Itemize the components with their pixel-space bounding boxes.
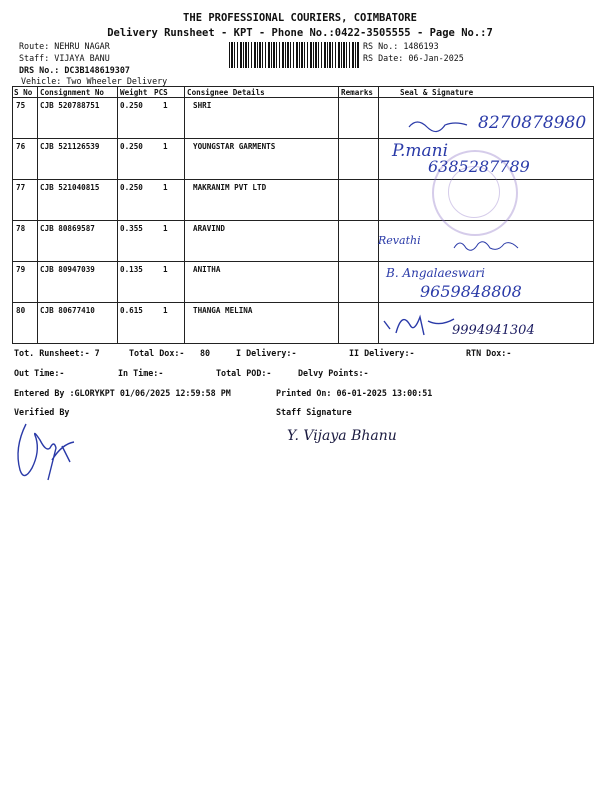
col-header-weight: Weight <box>120 88 148 97</box>
row-weight: 0.250 <box>120 142 143 151</box>
row-consignee: ARAVIND <box>193 224 226 233</box>
vehicle-label: Vehicle: Two Wheeler Delivery <box>21 76 168 86</box>
staff-signature-label: Staff Signature <box>276 407 352 417</box>
row-sno: 79 <box>16 265 26 274</box>
staff-label: Staff: VIJAYA BANU <box>19 53 110 63</box>
total-dox-label: Total Dox:- <box>129 348 185 358</box>
printed-on: Printed On: 06-01-2025 13:00:51 <box>276 388 433 398</box>
column-border <box>37 86 38 343</box>
i-delivery: I Delivery:- <box>236 348 297 358</box>
row-weight: 0.250 <box>120 101 143 110</box>
company-title: THE PROFESSIONAL COURIERS, COIMBATORE <box>183 12 417 24</box>
row80-signature <box>380 307 456 339</box>
staff-signature: Y. Vijaya Bhanu <box>287 428 397 444</box>
column-border <box>117 86 118 343</box>
row-weight: 0.355 <box>120 224 143 233</box>
row-pcs: 1 <box>163 224 168 233</box>
col-header-sno: S No <box>14 88 33 97</box>
row-sno: 78 <box>16 224 26 233</box>
total-dox-value: 80 <box>200 348 211 358</box>
row75-scribble <box>405 115 475 135</box>
row78-name: Revathi <box>378 234 421 247</box>
row79-name: B. Angalaeswari <box>386 266 485 280</box>
row-sno: 80 <box>16 306 26 315</box>
out-time: Out Time:- <box>14 368 65 378</box>
row-consignment: CJB 80869587 <box>40 224 95 233</box>
row-divider <box>12 261 594 262</box>
row-consignee: MAKRANIM PVT LTD <box>193 183 267 192</box>
delvy-points: Delvy Points:- <box>298 368 369 378</box>
verifier-signature <box>10 418 80 488</box>
rtn-dox: RTN Dox:- <box>466 348 512 358</box>
row-pcs: 1 <box>163 306 168 315</box>
barcode <box>229 42 359 68</box>
in-time: In Time:- <box>118 368 164 378</box>
table-bottom-border <box>12 343 594 344</box>
ii-delivery: II Delivery:- <box>349 348 415 358</box>
rs-number: RS No.: 1486193 <box>363 41 439 51</box>
verified-by-label: Verified By <box>14 407 70 417</box>
row-pcs: 1 <box>163 101 168 110</box>
row-divider <box>12 302 594 303</box>
row76-name: P.mani <box>392 141 449 161</box>
row-sno: 75 <box>16 101 26 110</box>
total-pod: Total POD:- <box>216 368 272 378</box>
table-top-border <box>12 86 594 87</box>
row-pcs: 1 <box>163 265 168 274</box>
tot-runsheet: Tot. Runsheet:- 7 <box>14 348 100 358</box>
col-header-consignee: Consignee Details <box>187 88 265 97</box>
runsheet-title: Delivery Runsheet - KPT - Phone No.:0422-3505555 - Page No.:7 <box>107 27 493 39</box>
column-border <box>12 86 13 343</box>
col-header-seal-signature: Seal & Signature <box>400 88 474 97</box>
entered-by: Entered By :GLORYKPT 01/06/2025 12:59:58 PM <box>14 388 231 398</box>
col-header-consignment: Consignment No <box>40 88 105 97</box>
row-consignment: CJB 520788751 <box>40 101 100 110</box>
row-consignment: CJB 80677410 <box>40 306 95 315</box>
row-consignment: CJB 521040815 <box>40 183 100 192</box>
drs-number: DRS No.: DC3B148619307 <box>19 65 130 75</box>
row-weight: 0.250 <box>120 183 143 192</box>
row-sno: 76 <box>16 142 26 151</box>
column-border <box>338 86 339 343</box>
column-border <box>184 86 185 343</box>
row-consignee: YOUNGSTAR GARMENTS <box>193 142 276 151</box>
col-header-remarks: Remarks <box>341 88 374 97</box>
col-header-pcs: PCS <box>154 88 168 97</box>
row78-signature <box>452 234 522 256</box>
row75-phone: 8270878980 <box>478 113 587 133</box>
row-consignee: THANGA MELINA <box>193 306 253 315</box>
row-weight: 0.135 <box>120 265 143 274</box>
row-pcs: 1 <box>163 142 168 151</box>
rs-date: RS Date: 06-Jan-2025 <box>363 53 464 63</box>
header-bottom-border <box>12 97 594 98</box>
column-border <box>593 86 594 343</box>
row80-phone: 9994941304 <box>452 323 535 338</box>
column-border <box>378 86 379 343</box>
row-consignee: ANITHA <box>193 265 221 274</box>
row-sno: 77 <box>16 183 26 192</box>
row-consignment: CJB 80947039 <box>40 265 95 274</box>
row-weight: 0.615 <box>120 306 143 315</box>
row79-phone: 9659848808 <box>420 282 522 301</box>
row-pcs: 1 <box>163 183 168 192</box>
row-consignment: CJB 521126539 <box>40 142 100 151</box>
route-label: Route: NEHRU NAGAR <box>19 41 110 51</box>
row-divider <box>12 138 594 139</box>
row-consignee: SHRI <box>193 101 212 110</box>
row76-phone: 6385287789 <box>428 157 530 176</box>
